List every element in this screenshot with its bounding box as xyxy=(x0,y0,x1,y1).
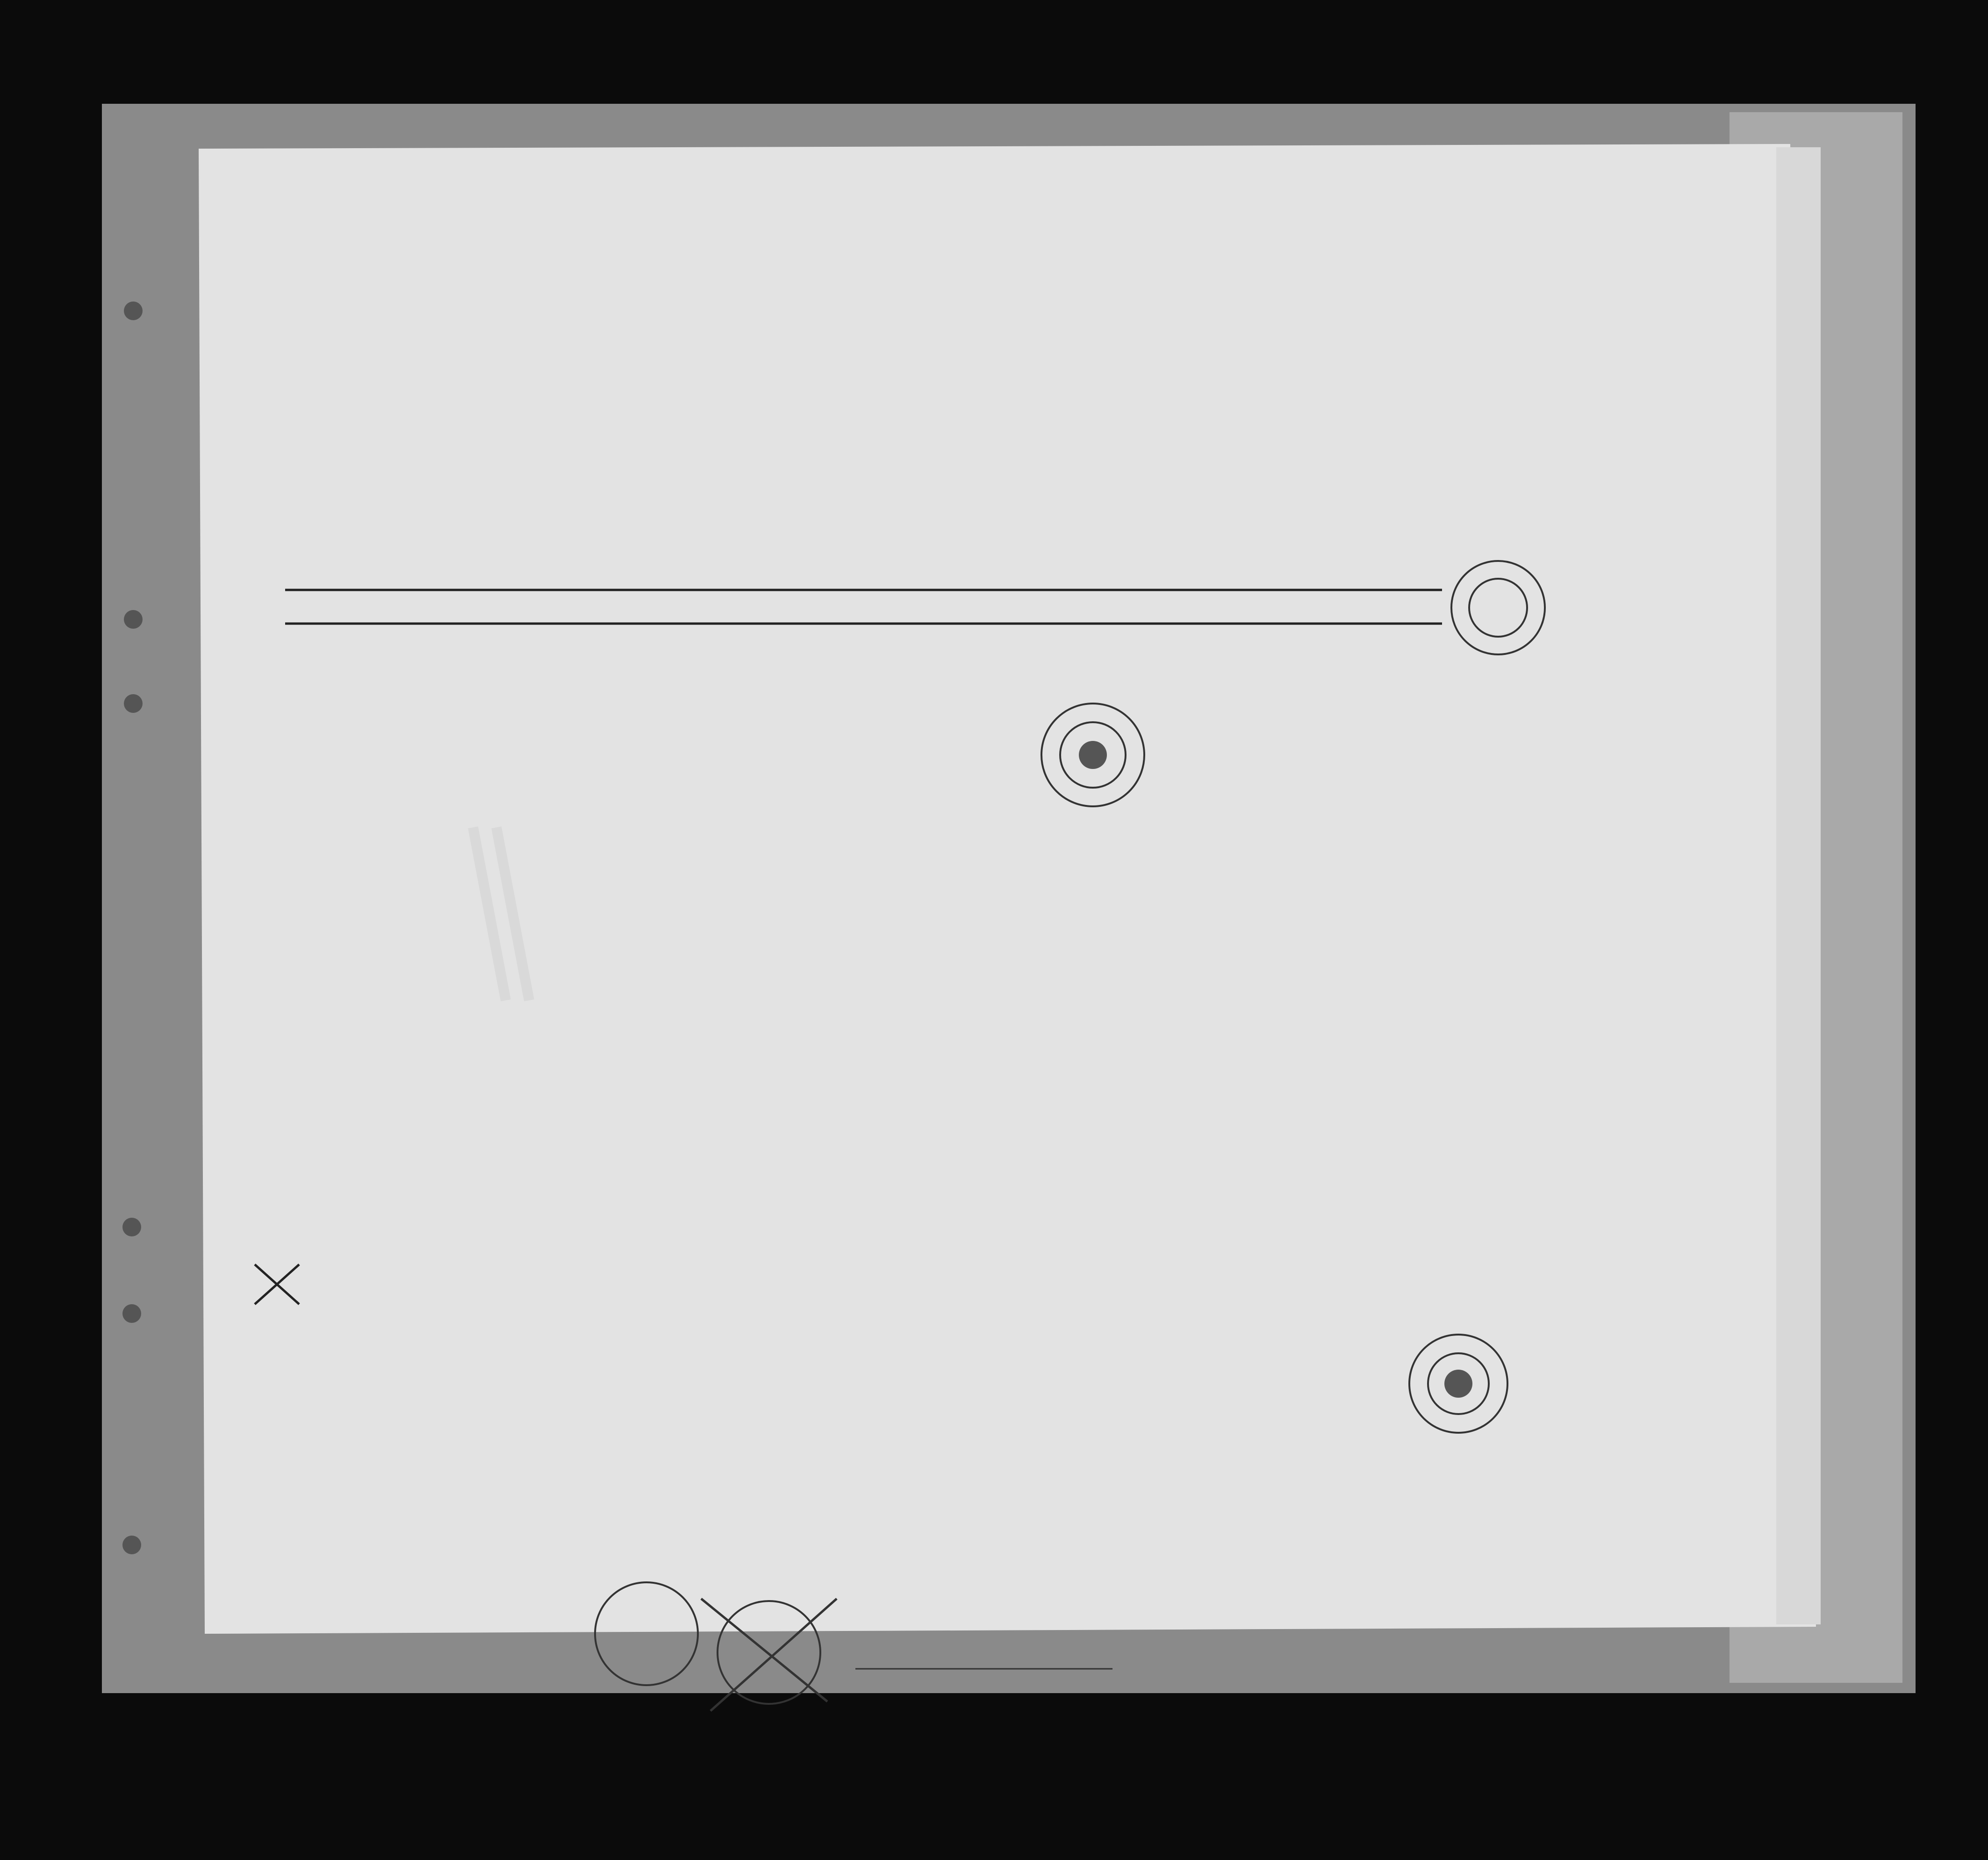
paper-sheet xyxy=(199,144,1816,1634)
paper-right-margin xyxy=(1776,147,1821,1624)
